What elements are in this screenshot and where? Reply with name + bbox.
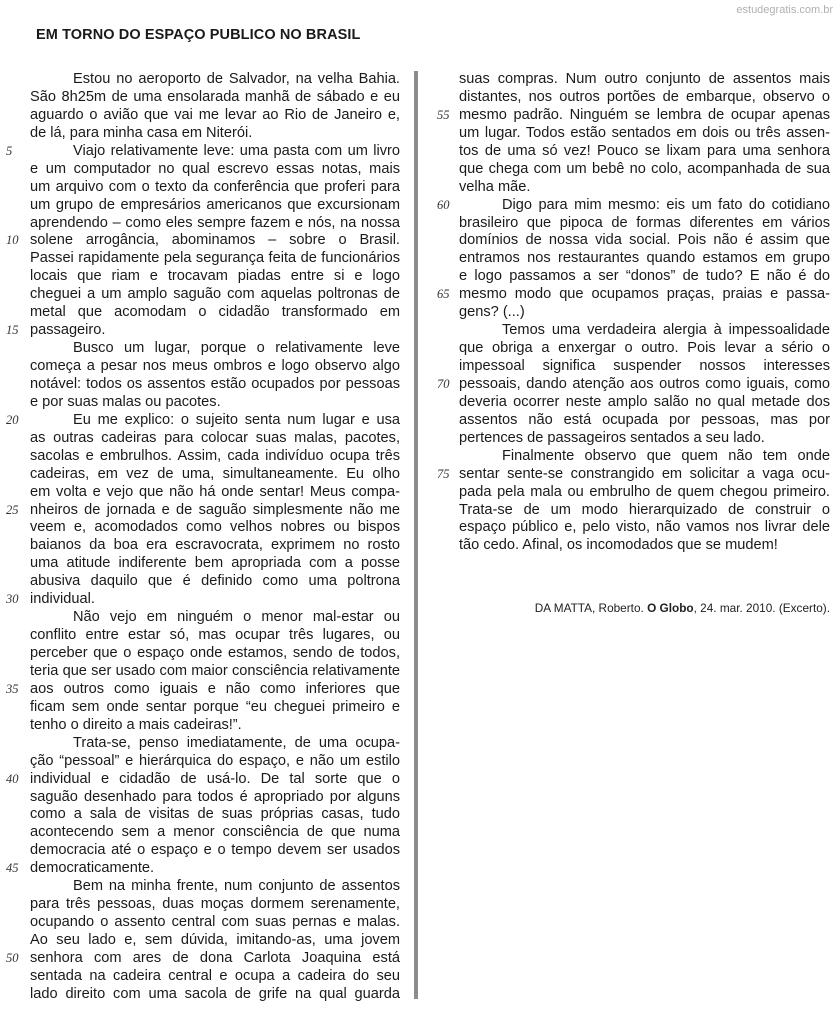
text-line xyxy=(30,340,400,358)
line-text: baianos da boa era escravocrata, exprimem no rosto xyxy=(30,537,400,554)
text-line xyxy=(6,591,400,609)
line-text: e um computador no qual escrevo essas notas, mais xyxy=(30,160,400,177)
line-text: metal que acomodam o cidadão transformado em xyxy=(30,304,400,321)
text-line xyxy=(30,878,400,896)
text-line xyxy=(30,466,400,484)
line-text: que chega com um bebê no colo, acompanhada de sua xyxy=(459,160,830,177)
line-text: Não vejo em ninguém o menor mal-estar ou xyxy=(73,609,400,626)
text-line xyxy=(459,161,830,179)
text-line xyxy=(30,394,400,412)
text-line xyxy=(459,179,830,197)
line-text: um arquivo com o texto da conferência que proferi para xyxy=(30,178,400,195)
line-number: 5 xyxy=(6,143,13,158)
text-line xyxy=(30,896,400,914)
line-text: e por suas malas ou pacotes. xyxy=(30,393,221,410)
text-line xyxy=(459,394,830,412)
text-line xyxy=(30,448,400,466)
line-text: brasileiro que pipoca de formas diferentes em vários xyxy=(459,214,830,231)
line-text: pertences de passageiros sentados a seu lado. xyxy=(459,429,765,446)
text-line xyxy=(30,71,400,89)
line-number: 30 xyxy=(6,592,19,607)
line-text: gens? (...) xyxy=(459,304,525,321)
text-line xyxy=(6,411,400,430)
text-line xyxy=(459,430,830,448)
text-line xyxy=(30,537,400,555)
text-line xyxy=(459,537,830,555)
line-text: tenho o direito a mais cadeiras!”. xyxy=(30,716,242,733)
text-line xyxy=(30,932,400,950)
line-text: passageiro. xyxy=(30,322,106,339)
text-line xyxy=(30,609,400,627)
line-text: perceber que o espaço onde estamos, sendo de todos, xyxy=(30,645,400,661)
line-text: Viajo relativamente leve: uma pasta com um livro xyxy=(73,142,400,159)
text-line xyxy=(459,215,830,233)
text-line xyxy=(30,753,400,771)
line-text: para três pessoas, duas moças dormem serenamente, xyxy=(30,896,400,913)
text-line xyxy=(30,161,400,179)
text-line xyxy=(30,806,400,824)
line-text: democraticamente. xyxy=(30,860,155,877)
text-line xyxy=(30,286,400,304)
text-line xyxy=(437,286,830,304)
line-text: senhora com ares de dona Carlota Joaquina está xyxy=(30,949,400,966)
right-text-column xyxy=(437,71,830,555)
line-text: as outras cadeiras para colocar suas malas, pacotes, xyxy=(30,429,400,446)
text-line xyxy=(6,322,400,340)
column-divider xyxy=(414,71,418,999)
line-text: Digo para mim mesmo: eis um fato do cotidiano xyxy=(502,196,830,213)
line-text: locais que riam e trocavam piadas entre si e logo xyxy=(30,268,400,285)
line-text: Passei rapidamente pela segurança feita de funcionários xyxy=(30,250,400,267)
line-number: 75 xyxy=(437,466,450,481)
line-text: domínios de nossa vida social. Pois não é assim que xyxy=(459,232,830,249)
line-text: distantes, nos outros portões de embarque, observo o xyxy=(459,88,830,105)
text-line xyxy=(437,375,830,394)
line-text: tos de uma só vez! Pouco se lixam para uma senhora xyxy=(459,142,830,159)
line-text: Trata-se de um modo hierarquizado de construir o xyxy=(459,501,830,518)
line-text: de lá, para minha casa em Niterói. xyxy=(30,124,253,141)
line-text: individual e cidadão de usá-lo. De tal sorte que o xyxy=(30,770,400,787)
line-text: Bem na minha frente, num conjunto de assentos xyxy=(73,878,400,895)
left-text-column xyxy=(6,71,400,1004)
text-line xyxy=(30,555,400,573)
text-line xyxy=(30,842,400,860)
line-text: mesmo modo que ocupamos praças, praias e passa- xyxy=(459,286,830,303)
text-line xyxy=(30,735,400,753)
text-line xyxy=(6,232,400,250)
line-text: assentos não está ocupada por pessoas, mas por xyxy=(459,411,830,428)
text-line xyxy=(459,502,830,520)
line-text: que obriga a enxergar o outro. Pois levar a sério o xyxy=(459,340,830,357)
line-text: um lugar. Todos estão sentados em dois ou três assen- xyxy=(459,124,830,141)
text-line xyxy=(6,860,400,878)
line-text: em volta e vejo que não há onde sentar! Meus compa- xyxy=(30,483,400,500)
line-text: sacolas e embrulhos. Assim, cada indivíduo ocupa três xyxy=(30,447,400,464)
text-line xyxy=(459,268,830,286)
text-line xyxy=(30,107,400,125)
line-text: tão cedo. Afinal, os incomodados que se mudem! xyxy=(459,537,778,554)
line-text: teria que ser usado com maior consciência relativamente xyxy=(30,662,400,679)
line-text: acontecendo sem a menor consciência de que numa xyxy=(30,824,400,841)
line-number: 60 xyxy=(437,197,450,212)
line-text: abusiva daquilo que é definido como uma poltrona xyxy=(30,573,400,590)
page-title: EM TORNO DO ESPAÇO PUBLICO NO BRASIL xyxy=(36,27,361,43)
text-line xyxy=(459,143,830,161)
line-text: notável: todos os assentos estão ocupados por pessoas xyxy=(30,375,400,392)
line-text: conflito entre estar só, mas ocupar três lugares, ou xyxy=(30,627,400,644)
text-line xyxy=(30,250,400,268)
text-line xyxy=(30,197,400,215)
line-number: 35 xyxy=(6,681,19,696)
line-text: um grupo de empresários americanos que excursionam xyxy=(30,196,400,213)
text-line xyxy=(30,914,400,932)
text-line xyxy=(459,304,830,322)
text-line xyxy=(30,376,400,394)
line-text: espaço público e, pelo visto, não vamos nos livrar dele xyxy=(459,519,830,536)
text-line xyxy=(459,358,830,376)
text-line xyxy=(459,484,830,502)
line-text: e logo passamos a ser “donos” de tudo? E não é do xyxy=(459,268,830,285)
line-text: sentada na cadeira central e ocupa a cadeira do seu xyxy=(30,967,400,984)
source-citation xyxy=(459,601,830,615)
line-text: Ao seu lado e, sem dúvida, imitando-as, uma jovem xyxy=(30,932,400,948)
line-text: lado direito com uma sacola de grife na qual guarda xyxy=(30,985,400,1002)
text-line xyxy=(30,215,400,233)
line-text: como a sala de visitas de suas próprias casas, tudo xyxy=(30,806,400,823)
line-text: pessoais, dando atenção aos outros como iguais, como xyxy=(459,375,830,392)
text-line xyxy=(6,770,400,789)
text-line xyxy=(30,717,400,735)
line-number: 45 xyxy=(6,861,19,876)
text-line xyxy=(459,89,830,107)
line-text: ocupando o assento central com suas pernas e malas. xyxy=(30,914,400,931)
text-line xyxy=(6,501,400,520)
text-line xyxy=(30,484,400,502)
text-line xyxy=(30,699,400,717)
line-text: Finalmente observo que quem não tem onde xyxy=(502,447,830,464)
text-line xyxy=(30,663,400,681)
text-line xyxy=(459,322,830,340)
text-line xyxy=(30,304,400,322)
text-line xyxy=(459,448,830,466)
line-number: 25 xyxy=(6,502,19,517)
line-number: 40 xyxy=(6,771,19,786)
line-number: 15 xyxy=(6,323,19,338)
text-line xyxy=(437,106,830,125)
site-watermark: estudegratis.com.br xyxy=(736,4,833,16)
text-line xyxy=(30,519,400,537)
line-text: Temos uma verdadeira alergia à impessoalidade xyxy=(502,322,830,339)
text-line xyxy=(30,89,400,107)
line-text: Estou no aeroporto de Salvador, na velha Bahia. xyxy=(73,71,400,87)
text-line xyxy=(30,125,400,143)
text-line xyxy=(30,986,400,1004)
line-text: uma atitude indiferente bem apropriada com a posse xyxy=(30,555,400,572)
line-number: 50 xyxy=(6,950,19,965)
line-number: 55 xyxy=(437,107,450,122)
line-text: individual. xyxy=(30,591,95,608)
text-line xyxy=(437,196,830,215)
text-line xyxy=(30,968,400,986)
line-text: aguardo o avião que vai me levar ao Rio de Janeiro e, xyxy=(30,106,400,123)
text-line xyxy=(30,358,400,376)
text-line xyxy=(6,949,400,968)
text-line xyxy=(30,430,400,448)
line-text: democracia até o espaço e o tempo devem ser usados xyxy=(30,842,400,859)
line-text: ficam sem onde sentar porque “eu cheguei primeiro e xyxy=(30,698,400,715)
line-text: solene arrogância, abominamos – sobre o Brasil. xyxy=(30,232,400,249)
line-text: aos outros como iguais e não como inferiores que xyxy=(30,680,400,697)
line-text: Busco um lugar, porque o relativamente leve xyxy=(73,340,400,357)
text-line xyxy=(459,232,830,250)
text-line xyxy=(30,268,400,286)
line-text: começa a pesar nos meus ombros e logo observo algo xyxy=(30,358,400,374)
text-line xyxy=(30,179,400,197)
line-text: cheguei a um amplo saguão com aquelas poltronas de xyxy=(30,286,400,303)
line-text: Trata-se, penso imediatamente, de uma ocupa- xyxy=(73,734,400,751)
line-text: São 8h25m de uma ensolarada manhã de sábado e eu xyxy=(30,88,400,105)
line-number: 65 xyxy=(437,287,450,302)
source-publication: O Globo xyxy=(647,601,694,615)
line-text: ção “pessoal” e hierárquica do espaço, e não um estilo xyxy=(30,752,400,769)
line-text: cadeiras, em vez de uma, simultaneamente. Eu olho xyxy=(30,465,400,482)
line-text: impessoal significa suspender nossos interesses xyxy=(459,358,830,374)
line-text: sentar sente-se constrangido em solicitar a vaga ocu- xyxy=(459,465,830,482)
line-text: mesmo padrão. Ninguém se lembra de ocupar apenas xyxy=(459,106,830,123)
text-line xyxy=(459,125,830,143)
text-line xyxy=(30,789,400,807)
line-text: nheiros de jornada e de saguão simplesmente não me xyxy=(30,501,400,518)
text-line xyxy=(459,71,830,89)
text-line xyxy=(30,645,400,663)
line-text: Eu me explico: o sujeito senta num lugar e usa xyxy=(73,411,400,428)
text-line xyxy=(30,627,400,645)
line-text: entramos nos restaurantes quando estamos em grupo xyxy=(459,250,830,267)
text-line xyxy=(459,412,830,430)
line-text: veem e, acomodados como velhos nobres ou bispos xyxy=(30,519,400,536)
line-number: 20 xyxy=(6,412,19,427)
text-line xyxy=(6,142,400,161)
source-details: , 24. mar. 2010. (Excerto). xyxy=(693,601,830,615)
text-line xyxy=(30,824,400,842)
text-line xyxy=(459,340,830,358)
text-line xyxy=(30,573,400,591)
source-author: DA MATTA, Roberto. xyxy=(534,601,644,615)
line-text: aprendendo – como eles sempre fazem e nós, na nossa xyxy=(30,214,400,231)
line-text: suas compras. Num outro conjunto de assentos mais xyxy=(459,71,830,87)
text-line xyxy=(437,465,830,484)
line-text: pada pela mala ou embrulho de quem chegou primeiro. xyxy=(459,483,830,500)
line-number: 10 xyxy=(6,233,19,248)
line-text: velha mãe. xyxy=(459,178,531,195)
text-line xyxy=(459,519,830,537)
text-line xyxy=(459,250,830,268)
line-text: saguão desenhado para todos é apropriado por alguns xyxy=(30,788,400,805)
line-number: 70 xyxy=(437,376,450,391)
line-text: deveria ocorrer neste amplo salão no qual metade dos xyxy=(459,393,830,410)
text-line xyxy=(6,680,400,699)
